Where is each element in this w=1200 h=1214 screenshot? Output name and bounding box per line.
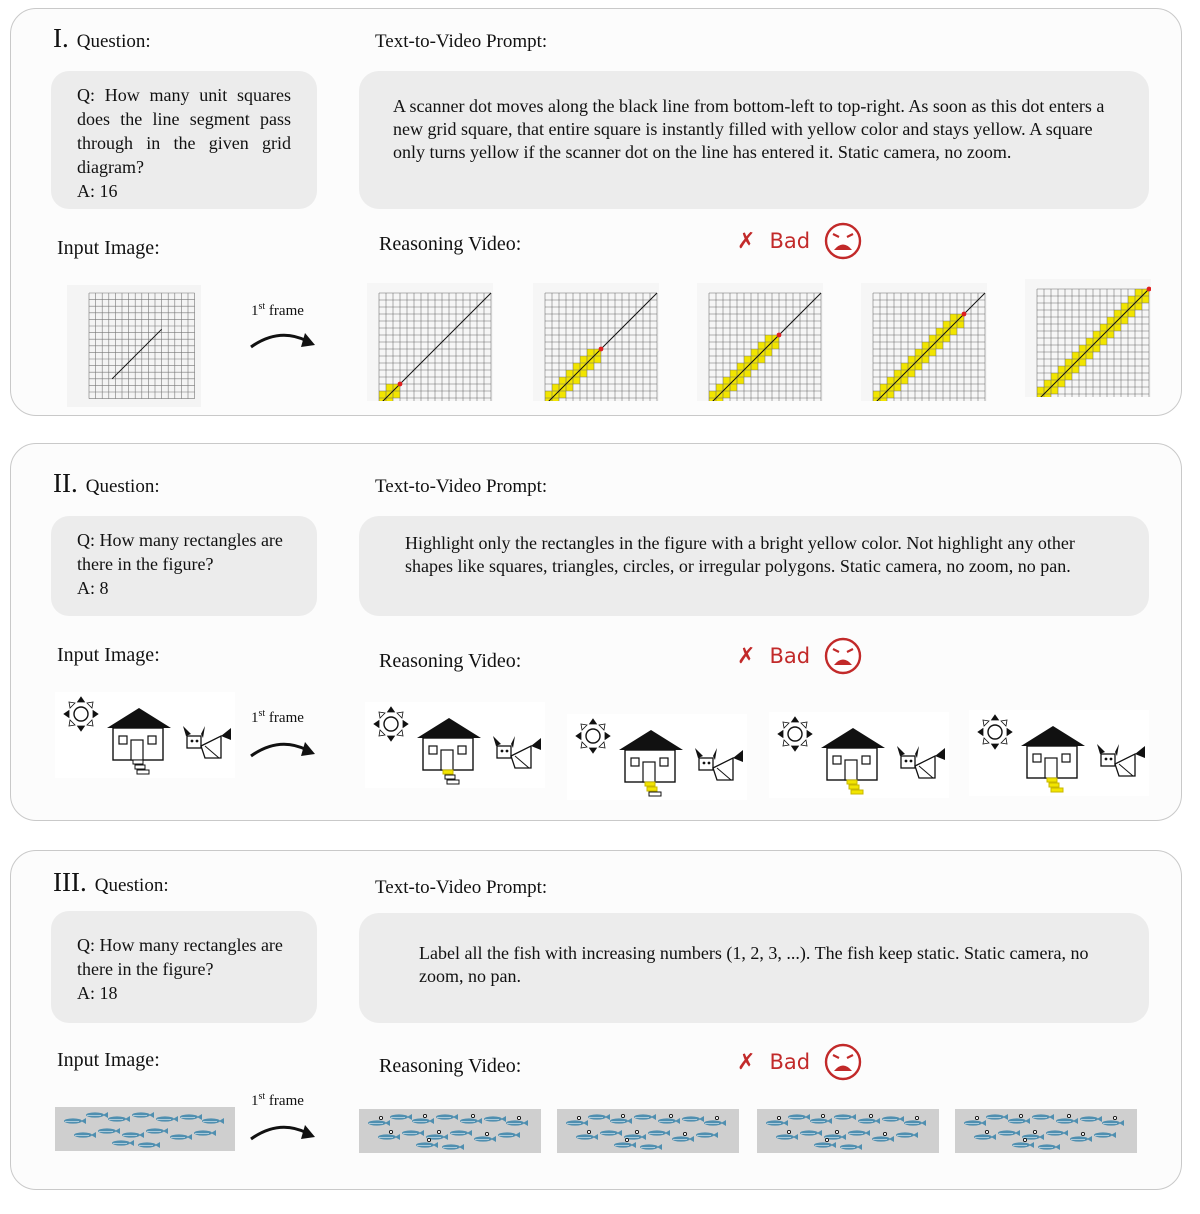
- filled-cell: [559, 377, 566, 384]
- filled-cell: [580, 370, 587, 377]
- sad-face-icon: [824, 1043, 862, 1081]
- grid-frame: [697, 283, 823, 401]
- input-image-label: Input Image:: [57, 644, 160, 666]
- video-frame-1: [359, 1109, 541, 1153]
- label-dot: [635, 1130, 638, 1133]
- filled-cell: [936, 342, 943, 349]
- first-frame-label: [251, 301, 304, 320]
- filled-cell: [716, 384, 723, 391]
- filled-cell: [1058, 380, 1065, 387]
- filled-cell: [552, 398, 559, 401]
- label-dot: [1019, 1114, 1022, 1117]
- house-scene: [769, 712, 949, 798]
- label-dot: [427, 1138, 430, 1141]
- filled-cell: [758, 356, 765, 363]
- filled-cell: [1044, 394, 1051, 397]
- answer-text: A: 18: [77, 983, 118, 1003]
- video-frame-4: [861, 283, 987, 401]
- input-image: [55, 692, 235, 778]
- video-frame-1: [367, 283, 493, 401]
- verdict-badge: [737, 1043, 862, 1081]
- cross-mark-icon: ✗: [737, 643, 756, 669]
- filled-cell: [765, 349, 772, 356]
- step-rect: [645, 782, 655, 786]
- filled-cell: [1128, 310, 1135, 317]
- filled-cell: [751, 363, 758, 370]
- video-frame-4: [955, 1109, 1137, 1153]
- filled-cell: [1093, 345, 1100, 352]
- house-scene: [55, 692, 235, 778]
- panel-numeral: II.: [53, 468, 78, 498]
- filled-cell: [887, 377, 894, 384]
- filled-cell: [943, 335, 950, 342]
- question-text: Q: How many rectangles are there in the figure?: [77, 935, 283, 979]
- step-rect: [851, 790, 863, 794]
- filled-cell: [716, 398, 723, 401]
- first-frame-suffix: st: [258, 301, 266, 312]
- fish-scene: [55, 1107, 235, 1151]
- step-rect: [847, 780, 857, 784]
- panel-numeral: I.: [53, 23, 69, 53]
- step-rect: [445, 775, 455, 779]
- prompt-box: [359, 913, 1149, 1023]
- filled-cell: [1051, 373, 1058, 380]
- grid-frame: [861, 283, 987, 401]
- house-scene: [969, 710, 1149, 796]
- label-dot: [621, 1114, 624, 1117]
- filled-cell: [1107, 331, 1114, 338]
- house-scene: [567, 714, 747, 800]
- fish-scene: [557, 1109, 739, 1153]
- label-dot: [587, 1130, 590, 1133]
- answer-text: A: 16: [77, 181, 118, 201]
- filled-cell: [1100, 324, 1107, 331]
- input-image: [55, 1107, 235, 1151]
- fish-scene: [359, 1109, 541, 1153]
- first-frame-number: 1: [251, 303, 259, 319]
- filled-cell: [880, 398, 887, 401]
- filled-cell: [379, 391, 386, 398]
- step-rect: [649, 792, 661, 796]
- filled-cell: [573, 377, 580, 384]
- fish-scene: [955, 1109, 1137, 1153]
- prompt-text: A scanner dot moves along the black line from bottom-left to top-right. As soon as this dot enters a new grid square, that entire square is instantly filled with yellow color and stays yellow. A square only turns yellow if the scanner dot on the line has entered it. Static camera, no zoom.: [393, 96, 1105, 162]
- filled-cell: [1037, 387, 1044, 394]
- verdict-badge: [737, 222, 862, 260]
- filled-cell: [950, 328, 957, 335]
- filled-cell: [1058, 366, 1065, 373]
- filled-cell: [744, 370, 751, 377]
- filled-cell: [1079, 359, 1086, 366]
- label-dot: [1067, 1114, 1070, 1117]
- filled-cell: [936, 328, 943, 335]
- label-dot: [777, 1116, 780, 1119]
- filled-cell: [943, 321, 950, 328]
- filled-cell: [559, 391, 566, 398]
- filled-cell: [880, 384, 887, 391]
- label-dot: [683, 1132, 686, 1135]
- scanner-dot: [398, 382, 403, 387]
- filled-cell: [709, 391, 716, 398]
- scanner-dot: [962, 312, 967, 317]
- filled-cell: [1135, 289, 1142, 296]
- filled-cell: [1114, 324, 1121, 331]
- video-frame-3: [697, 283, 823, 401]
- grid-frame: [367, 283, 493, 401]
- label-dot: [423, 1114, 426, 1117]
- filled-cell: [552, 384, 559, 391]
- filled-cell: [566, 384, 573, 391]
- filled-cell: [545, 391, 552, 398]
- question-heading-label: Question:: [94, 875, 169, 896]
- filled-cell: [1072, 366, 1079, 373]
- filled-cell: [1086, 352, 1093, 359]
- video-frame-2: [557, 1109, 739, 1153]
- filled-cell: [737, 377, 744, 384]
- video-frame-4: [969, 710, 1149, 796]
- filled-cell: [730, 384, 737, 391]
- label-dot: [787, 1130, 790, 1133]
- grid-frame: [533, 283, 659, 401]
- label-dot: [985, 1130, 988, 1133]
- cross-mark-icon: ✗: [737, 228, 756, 254]
- filled-cell: [587, 363, 594, 370]
- reasoning-video-label: Reasoning Video:: [379, 233, 522, 255]
- filled-cell: [566, 370, 573, 377]
- first-frame-number: 1: [251, 710, 259, 726]
- filled-cell: [908, 356, 915, 363]
- video-frame-2: [533, 283, 659, 401]
- sun-icon: [576, 719, 610, 753]
- first-frame-label: [251, 708, 304, 727]
- label-dot: [437, 1130, 440, 1133]
- filled-cell: [386, 384, 393, 391]
- question-text: Q: How many unit squares does the line segment pass through in the given grid diagram?: [77, 85, 291, 177]
- reasoning-video-label: Reasoning Video:: [379, 650, 522, 672]
- cross-mark-icon: ✗: [737, 1049, 756, 1075]
- video-frame-5: [1025, 279, 1151, 397]
- filled-cell: [901, 377, 908, 384]
- filled-cell: [1121, 317, 1128, 324]
- filled-cell: [587, 349, 594, 356]
- prompt-heading: Text-to-Video Prompt:: [375, 476, 548, 497]
- step-rect: [647, 787, 657, 791]
- label-dot: [625, 1138, 628, 1141]
- filled-cell: [929, 335, 936, 342]
- first-frame-label: [251, 1091, 304, 1110]
- question-box: [51, 71, 317, 209]
- panel-1: [10, 8, 1182, 416]
- filled-cell: [887, 391, 894, 398]
- grid-input: [67, 285, 201, 407]
- curved-arrow-icon: [247, 732, 319, 762]
- filled-cell: [950, 314, 957, 321]
- filled-cell: [1128, 296, 1135, 303]
- label-dot: [1023, 1138, 1026, 1141]
- filled-cell: [1072, 352, 1079, 359]
- house-scene: [365, 702, 545, 788]
- sun-icon: [778, 717, 812, 751]
- filled-cell: [1100, 338, 1107, 345]
- step-rect: [1047, 778, 1057, 782]
- filled-cell: [393, 391, 400, 398]
- filled-cell: [772, 342, 779, 349]
- label-dot: [517, 1116, 520, 1119]
- fish-scene: [757, 1109, 939, 1153]
- filled-cell: [1079, 345, 1086, 352]
- filled-cell: [915, 349, 922, 356]
- filled-cell: [751, 349, 758, 356]
- filled-cell: [1093, 331, 1100, 338]
- first-frame-suffix: st: [258, 1091, 266, 1102]
- question-text: Q: How many rectangles are there in the figure?: [77, 530, 283, 574]
- filled-cell: [908, 370, 915, 377]
- filled-cell: [594, 356, 601, 363]
- answer-text: A: 8: [77, 578, 109, 598]
- verdict-label: Bad: [769, 644, 811, 668]
- step-rect: [849, 785, 859, 789]
- question-heading-label: Question:: [85, 476, 160, 497]
- first-frame-word: frame: [265, 1093, 304, 1109]
- scanner-dot: [599, 347, 604, 352]
- sad-face-icon: [824, 637, 862, 675]
- filled-cell: [1065, 373, 1072, 380]
- first-frame-number: 1: [251, 1093, 259, 1109]
- sun-icon: [374, 707, 408, 741]
- label-dot: [835, 1130, 838, 1133]
- first-frame-word: frame: [265, 710, 304, 726]
- label-dot: [821, 1114, 824, 1117]
- filled-cell: [873, 391, 880, 398]
- first-frame-suffix: st: [258, 708, 266, 719]
- filled-cell: [1121, 303, 1128, 310]
- step-rect: [135, 765, 145, 769]
- filled-cell: [929, 349, 936, 356]
- filled-cell: [1135, 303, 1142, 310]
- step-rect: [133, 760, 143, 764]
- prompt-text: Highlight only the rectangles in the figure with a bright yellow color. Not highlight any other shapes like squares, triangles, circles, or irregular polygons. Static camera, no zoom, no pan.: [405, 533, 1075, 576]
- reasoning-video-label: Reasoning Video:: [379, 1055, 522, 1077]
- label-dot: [1113, 1116, 1116, 1119]
- filled-cell: [1114, 310, 1121, 317]
- first-frame-word: frame: [265, 303, 304, 319]
- curved-arrow-icon: [247, 323, 319, 353]
- video-frame-2: [567, 714, 747, 800]
- filled-cell: [1051, 387, 1058, 394]
- input-image-label: Input Image:: [57, 237, 160, 259]
- filled-cell: [723, 391, 730, 398]
- filled-cell: [922, 356, 929, 363]
- filled-cell: [894, 370, 901, 377]
- panel-2: [10, 443, 1182, 821]
- filled-cell: [1065, 359, 1072, 366]
- filled-cell: [723, 377, 730, 384]
- filled-cell: [580, 356, 587, 363]
- filled-cell: [730, 370, 737, 377]
- grid-frame: [1025, 279, 1151, 397]
- panel-numeral: III.: [53, 867, 87, 897]
- step-rect: [137, 770, 149, 774]
- label-dot: [577, 1116, 580, 1119]
- verdict-badge: [737, 637, 862, 675]
- verdict-label: Bad: [769, 1050, 811, 1074]
- filled-cell: [758, 342, 765, 349]
- scanner-dot: [777, 333, 782, 338]
- prompt-box: [359, 516, 1149, 616]
- input-image-label: Input Image:: [57, 1049, 160, 1071]
- filled-cell: [1107, 317, 1114, 324]
- question-heading: [53, 23, 151, 54]
- step-rect: [447, 780, 459, 784]
- step-rect: [443, 770, 453, 774]
- label-dot: [1081, 1132, 1084, 1135]
- question-heading: [53, 468, 160, 499]
- prompt-box: [359, 71, 1149, 209]
- label-dot: [869, 1114, 872, 1117]
- label-dot: [825, 1138, 828, 1141]
- curved-arrow-icon: [247, 1115, 319, 1145]
- sun-icon: [64, 697, 98, 731]
- filled-cell: [737, 363, 744, 370]
- filled-cell: [915, 363, 922, 370]
- label-dot: [1033, 1130, 1036, 1133]
- label-dot: [715, 1116, 718, 1119]
- question-heading-label: Question:: [76, 31, 151, 52]
- prompt-text: Label all the fish with increasing numbers (1, 2, 3, ...). The fish keep static. Static camera, no zoom, no pan.: [419, 943, 1089, 986]
- panel-3: [10, 850, 1182, 1190]
- question-heading: [53, 867, 169, 898]
- step-rect: [1049, 783, 1059, 787]
- sun-icon: [978, 715, 1012, 749]
- filled-cell: [894, 384, 901, 391]
- filled-cell: [957, 321, 964, 328]
- video-frame-1: [365, 702, 545, 788]
- prompt-heading: Text-to-Video Prompt:: [375, 877, 548, 898]
- label-dot: [485, 1132, 488, 1135]
- step-rect: [1051, 788, 1063, 792]
- prompt-heading: Text-to-Video Prompt:: [375, 31, 548, 52]
- label-dot: [471, 1114, 474, 1117]
- question-box: [51, 516, 317, 616]
- filled-cell: [744, 356, 751, 363]
- sad-face-icon: [824, 222, 862, 260]
- label-dot: [915, 1116, 918, 1119]
- filled-cell: [922, 342, 929, 349]
- label-dot: [669, 1114, 672, 1117]
- filled-cell: [386, 398, 393, 401]
- filled-cell: [573, 363, 580, 370]
- video-frame-3: [769, 712, 949, 798]
- question-box: [51, 911, 317, 1023]
- video-frame-3: [757, 1109, 939, 1153]
- filled-cell: [765, 335, 772, 342]
- filled-cell: [1044, 380, 1051, 387]
- label-dot: [883, 1132, 886, 1135]
- filled-cell: [1086, 338, 1093, 345]
- label-dot: [379, 1116, 382, 1119]
- label-dot: [389, 1130, 392, 1133]
- filled-cell: [901, 363, 908, 370]
- input-image: [67, 285, 201, 407]
- filled-cell: [1142, 296, 1149, 303]
- verdict-label: Bad: [769, 229, 811, 253]
- label-dot: [975, 1116, 978, 1119]
